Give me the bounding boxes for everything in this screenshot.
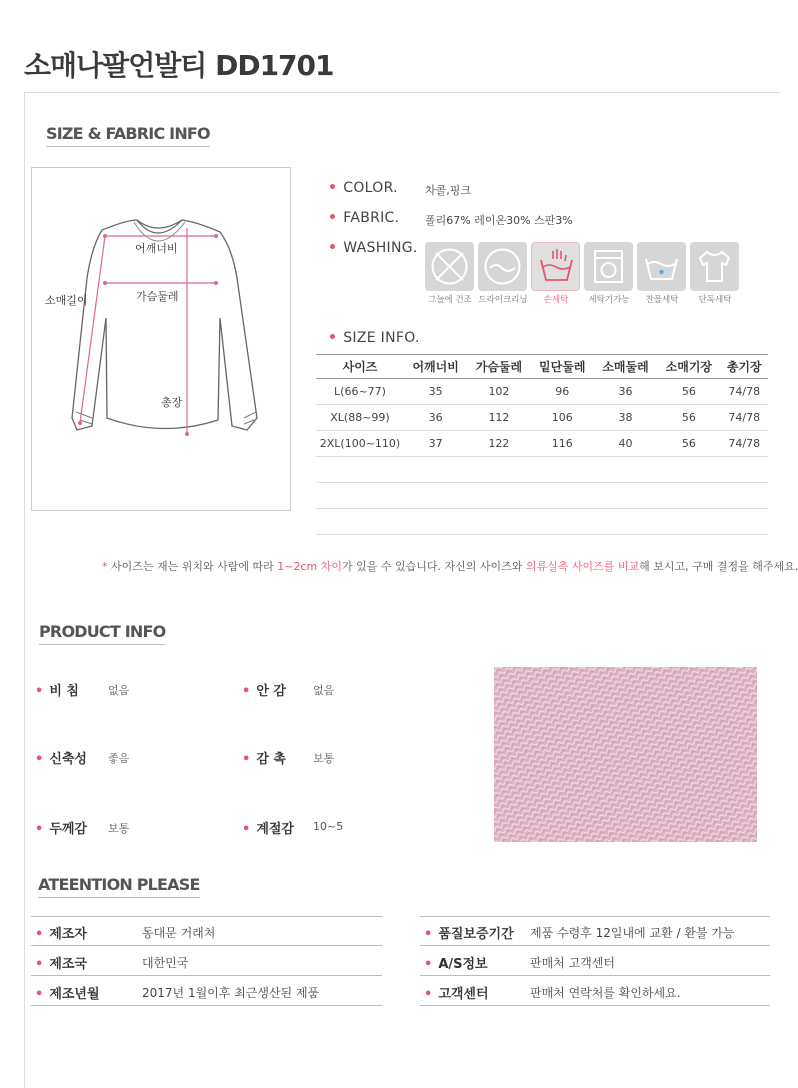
col-hem: 밑단둘레: [531, 355, 594, 379]
garment-measure-figure: [31, 167, 291, 511]
wash-label-0: 그늘에 건조: [428, 295, 472, 305]
table-row: [316, 431, 768, 457]
att-right-key-2: • 고객센터: [424, 987, 489, 1002]
cell: 74/78: [720, 405, 768, 431]
col-chest: 가슴둘레: [467, 355, 530, 379]
label-length: 총장: [161, 396, 183, 409]
cell: 38: [594, 405, 657, 431]
cell: L(66~77): [316, 379, 404, 405]
fabric-label: • FABRIC.: [328, 210, 400, 226]
att-right-key-1: • A/S정보: [424, 957, 488, 972]
attention-divider: [31, 975, 382, 976]
table-divider: [316, 508, 768, 509]
att-left-key-2: • 제조년월: [35, 987, 100, 1002]
product-info-heading: PRODUCT INFO: [39, 622, 165, 645]
wash-label-4: 찬물세탁: [645, 295, 679, 305]
pi-key-5: • 계절감: [242, 822, 294, 837]
pi-key-4: • 두께감: [35, 822, 87, 837]
product-title: 소매나팔언발티 DD1701: [24, 49, 334, 82]
wash-label-3: 세탁기가능: [588, 295, 630, 305]
attention-divider: [420, 1005, 770, 1006]
cell: 112: [467, 405, 530, 431]
col-shoulder: 어깨너비: [404, 355, 467, 379]
size-info-label: • SIZE INFO.: [328, 330, 420, 346]
label-chest: 가슴둘레: [136, 290, 179, 303]
col-size: 사이즈: [316, 355, 404, 379]
pi-key-3: • 감 촉: [242, 752, 286, 767]
cell: 36: [594, 379, 657, 405]
cell: 35: [404, 379, 467, 405]
att-left-key-1: • 제조국: [35, 957, 87, 972]
size-table-header: [316, 355, 768, 379]
cell: 56: [657, 379, 720, 405]
washing-label: • WASHING.: [328, 240, 418, 256]
pi-key-1: • 안 감: [242, 684, 286, 699]
cell: 74/78: [720, 431, 768, 457]
table-divider: [316, 482, 768, 483]
att-right-key-0: • 품질보증기간: [424, 927, 514, 942]
att-left-value-2: 2017년 1월이후 최근생산된 제품: [142, 986, 320, 1000]
cell: 36: [404, 405, 467, 431]
color-label: • COLOR.: [328, 180, 398, 196]
label-shoulder: 어깨너비: [135, 242, 178, 255]
att-left-key-0: • 제조자: [35, 927, 87, 942]
pi-key-2: • 신축성: [35, 752, 87, 767]
attention-divider: [420, 975, 770, 976]
wash-label-2: 손세탁: [543, 295, 569, 305]
cell: 122: [467, 431, 530, 457]
wash-label-5: 단독세탁: [698, 295, 732, 305]
fabric-value: 폴리67% 레이온30% 스판3%: [425, 214, 573, 227]
size-fabric-heading: SIZE & FABRIC INFO: [46, 124, 210, 147]
color-value: 차콜,핑크: [425, 184, 472, 197]
table-row: [316, 405, 768, 431]
washing-machine-icon: [584, 242, 633, 291]
attention-divider: [420, 916, 770, 917]
pi-value-5: 10~5: [313, 820, 344, 833]
cell: 56: [657, 405, 720, 431]
cell: XL(88~99): [316, 405, 404, 431]
attention-divider: [31, 1005, 382, 1006]
size-note: * 사이즈는 재는 위치와 사람에 따라 1~2cm 차이가 있을 수 있습니다. 자신의 사이즈와 의류실측 사이즈를 비교해 보시고, 구매 결정을 해주세요.: [102, 560, 798, 573]
attention-divider: [31, 945, 382, 946]
col-total-length: 총기장: [720, 355, 768, 379]
att-right-value-0: 제품 수령후 12일내에 교환 / 환불 가능: [530, 926, 735, 940]
attention-heading: ATEENTION PLEASE: [38, 875, 200, 898]
cell: 40: [594, 431, 657, 457]
tumble-dry-icon: [425, 242, 474, 291]
att-right-value-2: 판매처 연락처를 확인하세요.: [530, 986, 681, 1000]
attention-divider: [420, 945, 770, 946]
label-sleeve: 소매길이: [45, 294, 88, 307]
shirt-outline-icon: [32, 168, 290, 510]
size-table: [316, 354, 768, 457]
att-left-value-0: 동대문 거래처: [142, 926, 216, 940]
pi-value-2: 좋음: [108, 752, 130, 765]
col-sleeve-width: 소매둘레: [594, 355, 657, 379]
dry-clean-icon: [478, 242, 527, 291]
pi-value-3: 보통: [313, 752, 335, 765]
shirt-icon: [690, 242, 739, 291]
water-wash-icon: [637, 242, 686, 291]
col-sleeve-length: 소매기장: [657, 355, 720, 379]
wash-label-1: 드라이크리닝: [478, 295, 528, 305]
cell: 116: [531, 431, 594, 457]
hand-wash-icon: [531, 242, 580, 291]
pi-key-0: • 비 침: [35, 684, 79, 699]
table-row: [316, 379, 768, 405]
fabric-swatch-image: [494, 667, 757, 842]
cell: 74/78: [720, 379, 768, 405]
cell: 56: [657, 431, 720, 457]
cell: 96: [531, 379, 594, 405]
cell: 37: [404, 431, 467, 457]
pi-value-0: 없음: [108, 684, 130, 697]
cell: 106: [531, 405, 594, 431]
table-divider: [316, 534, 768, 535]
att-right-value-1: 판매처 고객센터: [530, 956, 615, 970]
cell: 2XL(100~110): [316, 431, 404, 457]
pi-value-4: 보통: [108, 822, 130, 835]
cell: 102: [467, 379, 530, 405]
pi-value-1: 없음: [313, 684, 335, 697]
att-left-value-1: 대한민국: [142, 956, 189, 970]
attention-divider: [31, 916, 382, 917]
